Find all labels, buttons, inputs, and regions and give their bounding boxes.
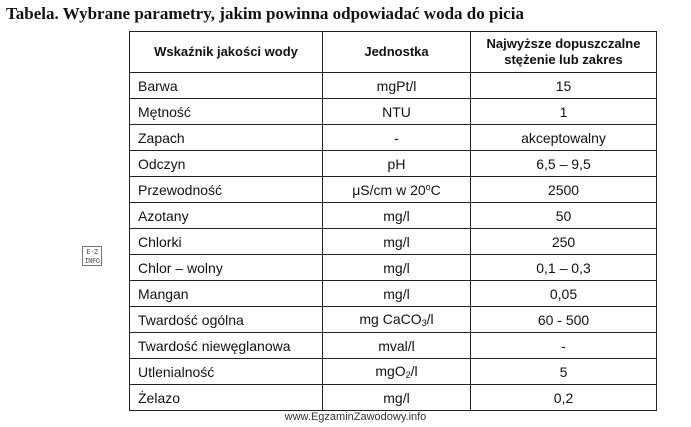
table-row: [130, 229, 657, 255]
cell-indicator: Barwa: [130, 73, 323, 99]
cell-value: 1: [471, 99, 657, 125]
cell-unit: -: [323, 125, 471, 151]
table-row: [130, 73, 657, 99]
cell-unit: [323, 359, 471, 385]
cell-indicator: Przewodność: [130, 177, 323, 203]
cell-indicator: Azotany: [130, 203, 323, 229]
logo-line-2: INFO: [84, 257, 100, 265]
unit-text-suffix: /l: [426, 311, 434, 327]
cell-unit: [323, 177, 471, 203]
table-row: [130, 359, 657, 385]
cell-unit: mgPt/l: [323, 73, 471, 99]
cell-value: 50: [471, 203, 657, 229]
ez-info-logo: [82, 246, 102, 266]
cell-indicator: Chlor – wolny: [130, 255, 323, 281]
logo-line-1: E-Z: [86, 248, 98, 256]
cell-value: 0,05: [471, 281, 657, 307]
cell-unit: mg/l: [323, 255, 471, 281]
cell-value: 5: [471, 359, 657, 385]
table-row: [130, 177, 657, 203]
unit-text: μS/cm w 20: [352, 181, 426, 198]
unit-text: mg CaCO: [359, 311, 422, 327]
header-indicator: Wskaźnik jakości wody: [130, 32, 323, 73]
unit-subscript: 2: [405, 370, 411, 380]
cell-indicator: Twardość niewęglanowa: [130, 333, 323, 359]
cell-unit: mg/l: [323, 385, 471, 411]
cell-unit: mval/l: [323, 333, 471, 359]
table-row: [130, 99, 657, 125]
cell-value: 60 - 500: [471, 307, 657, 333]
header-unit: Jednostka: [323, 32, 471, 73]
cell-indicator: Chlorki: [130, 229, 323, 255]
cell-unit: [323, 307, 471, 333]
unit-text: mgO: [375, 363, 406, 379]
table-row: [130, 255, 657, 281]
cell-value: 6,5 – 9,5: [471, 151, 657, 177]
cell-value: -: [471, 333, 657, 359]
cell-unit: mg/l: [323, 203, 471, 229]
table-row: [130, 333, 657, 359]
table-row: [130, 385, 657, 411]
cell-value: 2500: [471, 177, 657, 203]
cell-unit: NTU: [323, 99, 471, 125]
cell-indicator: Żelazo: [130, 385, 323, 411]
cell-indicator: Zapach: [130, 125, 323, 151]
cell-indicator: Utlenialność: [130, 359, 323, 385]
unit-text-suffix: /l: [410, 363, 418, 379]
watermark-url: www.EgzaminZawodowy.info: [284, 411, 427, 423]
table-row: [130, 151, 657, 177]
cell-indicator: Mętność: [130, 99, 323, 125]
unit-text-suffix: C: [430, 181, 441, 198]
cell-value: 250: [471, 229, 657, 255]
table-caption: Tabela. Wybrane parametry, jakim powinna odpowiadać woda do picia: [6, 4, 524, 23]
water-parameters-table: [129, 31, 657, 411]
table-row: [130, 307, 657, 333]
cell-indicator: Mangan: [130, 281, 323, 307]
table-header-row: [130, 32, 657, 73]
cell-indicator: Odczyn: [130, 151, 323, 177]
cell-value: akceptowalny: [471, 125, 657, 151]
cell-unit: pH: [323, 151, 471, 177]
unit-subscript: 3: [421, 318, 427, 328]
cell-value: 15: [471, 73, 657, 99]
cell-unit: mg/l: [323, 281, 471, 307]
table-row: [130, 125, 657, 151]
header-limit: Najwyższe dopuszczalne stężenie lub zakres: [471, 32, 657, 73]
cell-unit: mg/l: [323, 229, 471, 255]
unit-superscript: o: [425, 181, 431, 192]
cell-indicator: Twardość ogólna: [130, 307, 323, 333]
table-row: [130, 281, 657, 307]
cell-value: 0,1 – 0,3: [471, 255, 657, 281]
cell-value: 0,2: [471, 385, 657, 411]
table-row: [130, 203, 657, 229]
